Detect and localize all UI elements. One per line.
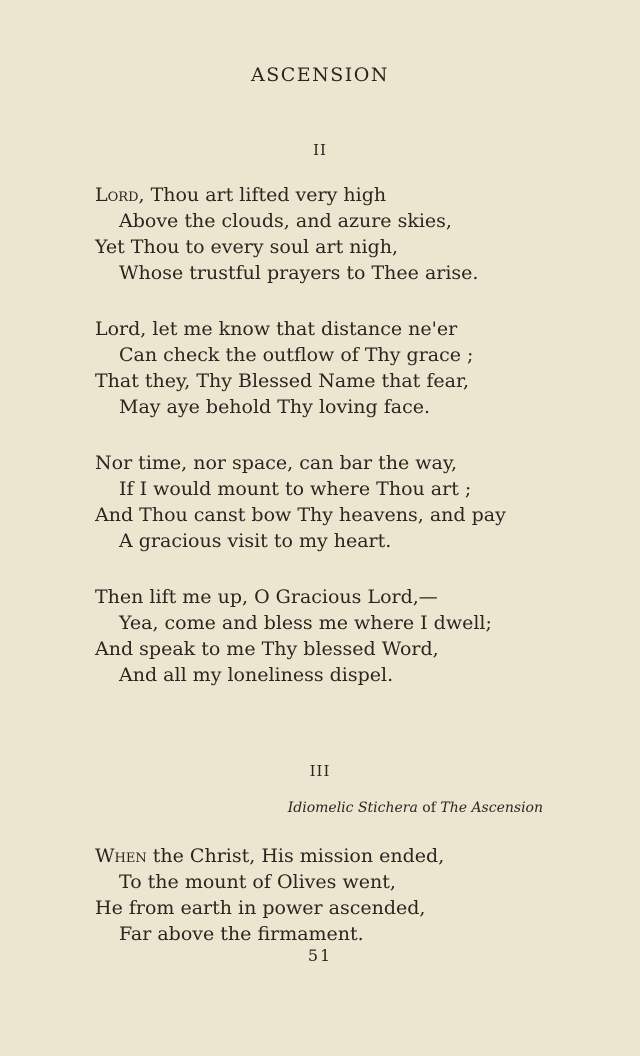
verse-line: If I would mount to where Thou art ; [119, 478, 472, 500]
verse-line: Then lift me up, O Gracious Lord,— [95, 586, 438, 608]
subtitle-plain: of [417, 800, 441, 816]
verse-line: Nor time, nor space, can bar the way, [95, 452, 458, 474]
verse-line: And speak to me Thy blessed Word, [95, 638, 439, 660]
verse-line: Yea, come and bless me where I dwell; [119, 612, 492, 634]
stanza [95, 450, 625, 554]
verse-line: Above the clouds, and azure skies, [119, 210, 452, 232]
drop-word: When [95, 845, 147, 867]
verse-line: That they, Thy Blessed Name that fear, [95, 370, 469, 392]
verse-text: the Christ, His mission ended, [146, 845, 445, 867]
verse-line: Can check the outflow of Thy grace ; [119, 344, 474, 366]
stanza [95, 584, 625, 688]
verse-line: And Thou canst bow Thy heavens, and pay [95, 504, 506, 526]
drop-word: Lord [95, 184, 139, 206]
stanza [95, 843, 625, 947]
running-head: ASCENSION [251, 64, 389, 86]
verse-line: Whose trustful prayers to Thee arise. [119, 262, 479, 284]
stanza [95, 182, 625, 286]
subtitle-title: The Ascension [440, 800, 543, 816]
verse-line: He from earth in power ascended, [95, 897, 426, 919]
verse-line [95, 843, 625, 869]
stanza [95, 316, 625, 420]
verse-line: To the mount of Olives went, [119, 871, 396, 893]
subtitle-italic: Idiomelic Stichera [287, 800, 418, 816]
section-numeral-iii: III [309, 762, 331, 780]
verse-line: A gracious visit to my heart. [119, 530, 392, 552]
poem-section-ii [95, 182, 625, 718]
verse-line: May aye behold Thy loving face. [119, 396, 430, 418]
verse-line: Lord, let me know that distance ne'er [95, 318, 458, 340]
section-numeral-ii: II [313, 141, 327, 159]
verse-line [95, 182, 625, 208]
page-number: 51 [307, 946, 333, 965]
verse-line: Far above the firmament. [119, 923, 364, 945]
verse-line: Yet Thou to every soul art nigh, [95, 236, 399, 258]
section-subtitle [288, 800, 543, 816]
verse-line: And all my loneliness dispel. [119, 664, 394, 686]
verse-text: , Thou art lifted very high [138, 184, 387, 206]
